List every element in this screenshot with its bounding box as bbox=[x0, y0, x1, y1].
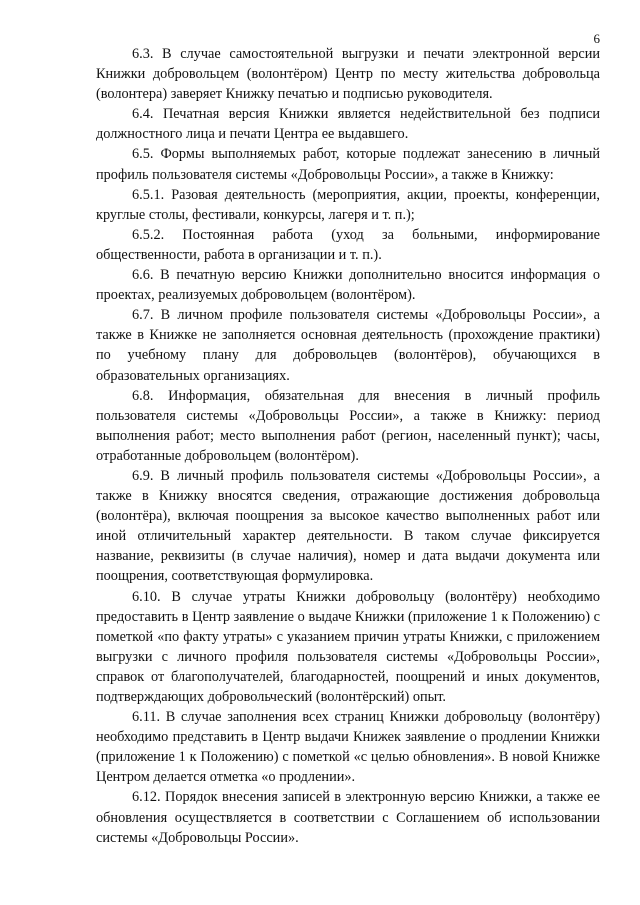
paragraph-6-6: 6.6. В печатную версию Книжки дополнительно вносится информация о проектах, реализуемых добровольцем (волонтёром). bbox=[96, 267, 600, 304]
paragraph-6-9: 6.9. В личный профиль пользователя системы «Добровольцы России», а также в Книжку вносятся сведения, отражающие достижения добровольца (волонтёра), включая поощрения за высокое качество выполненных работ или иной отличительный характер деятельности. В таком случае фиксируется название, реквизиты (в случае наличия), номер и дата выдачи документа или поощрения, соответствующая формулировка. bbox=[96, 467, 600, 585]
page-number: 6 bbox=[593, 31, 600, 46]
paragraph-6-11: 6.11. В случае заполнения всех страниц Книжки добровольцу (волонтёру) необходимо представить в Центр выдачи Книжек заявление о продлении Книжки (приложение 1 к Положению) с пометкой «с целью обновления». В новой Книжке Центром делается отметка «о продлении». bbox=[96, 709, 600, 786]
paragraph-6-10: 6.10. В случае утраты Книжки добровольцу (волонтёру) необходимо предоставить в Центр заявление о выдаче Книжки (приложение 1 к Положению) с пометкой «по факту утраты» с указанием причин утраты Книжки, с приложением выгрузки с личного профиля пользователя системы «Добровольцы России», справок от благополучателей, благодарностей, поощрений и иных документов, подтверждающих добровольческий (волонтёрский) опыт. bbox=[96, 588, 600, 705]
paragraph-6-3: 6.3. В случае самостоятельной выгрузки и печати электронной версии Книжки добровольцем (волонтёром) Центр по месту жительства добровольца (волонтера) заверяет Книжку печатью и подписью руководителя. bbox=[96, 46, 600, 103]
paragraph-6-12: 6.12. Порядок внесения записей в электронную версию Книжки, а также ее обновления осуществляется в соответствии с Соглашением об использовании системы «Добровольцы России». bbox=[96, 789, 600, 846]
paragraph-6-5: 6.5. Формы выполняемых работ, которые подлежат занесению в личный профиль пользователя системы «Добровольцы России», а также в Книжку: bbox=[96, 146, 600, 183]
paragraph-6-8: 6.8. Информация, обязательная для внесения в личный профиль пользователя системы «Добровольцы России», а также в Книжку: период выполнения работ; место выполнения работ (регион, населенный пункт); часы, отработанные добровольцем (волонтёром). bbox=[96, 387, 600, 464]
paragraph-6-5-2: 6.5.2. Постоянная работа (уход за больными, информирование общественности, работа в организации и т. п.). bbox=[96, 226, 600, 263]
paragraph-6-5-1: 6.5.1. Разовая деятельность (мероприятия, акции, проекты, конференции, круглые столы, фестивали, конкурсы, лагеря и т. п.); bbox=[96, 186, 600, 223]
paragraph-6-7: 6.7. В личном профиле пользователя системы «Добровольцы России», а также в Книжке не заполняется основная деятельность (прохождение практики) по учебному плану для добровольцев (волонтёров), обучающихся в образовательных организациях. bbox=[96, 307, 600, 384]
paragraph-6-4: 6.4. Печатная версия Книжки является недействительной без подписи должностного лица и печати Центра ее выдавшего. bbox=[96, 106, 600, 143]
document-body bbox=[96, 44, 600, 848]
